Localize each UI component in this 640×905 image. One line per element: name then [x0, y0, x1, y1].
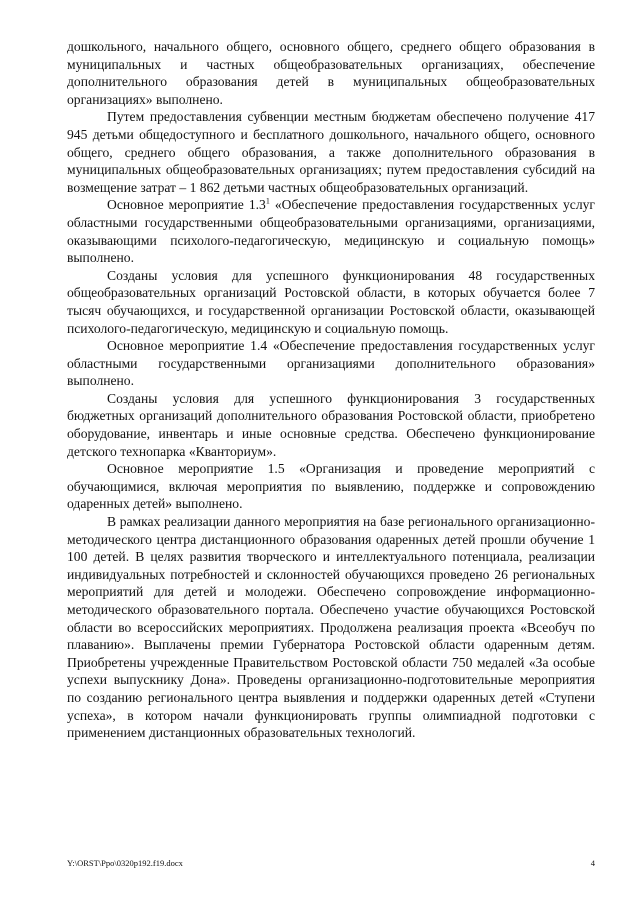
- paragraph: Путем предоставления субвенции местным бюджетам обеспечено получение 417 945 детьми общедоступного и бесплатного дошкольного, начального общего, основного общего, среднего общего образования, а также дополнительного образования в муниципальных общеобразовательных организациях; путем предоставления субсидий на возмещение затрат – 1 862 детьми частных общеобразовательных организаций.: [67, 109, 595, 195]
- paragraph: Основное мероприятие 1.4 «Обеспечение предоставления государственных услуг областными государственными организациями дополнительного образования» выполнено.: [67, 338, 595, 389]
- paragraph: Созданы условия для успешного функционирования 3 государственных бюджетных организаций дополнительного образования Ростовской области, приобретено оборудование, инвентарь и иные основные средства. Обеспечено функционирование детского технопарка «Кванториум».: [67, 390, 595, 459]
- paragraph: В рамках реализации данного мероприятия на базе регионального организационно-методического центра дистанционного образования одаренных детей прошли обучение 1 100 детей. В целях развития творческого и интеллектуального потенциала, реализации индивидуальных потребностей и склонностей обучающихся проведено 26 региональных мероприятий для детей и молодежи. Обеспечено сопровождение информационно-методического образовательного портала. Обеспечено участие обучающихся Ростовской области во всероссийских мероприятиях. Продолжена реализация проекта «Всеобуч по плаванию». Выплачены премии Губернатора Ростовской области одаренным детям. Приобретены учрежденные Правительством Ростовской области 750 медалей «За особые успехи выпускнику Дона». Проведены организационно-подготовительные мероприятия по созданию регионального центра выявления и поддержки одаренных детей «Ступени успеха», в котором начали функционировать группы олимпиадной подготовки с применением дистанционных образовательных технологий.: [67, 514, 595, 741]
- paragraph: Созданы условия для успешного функционирования 48 государственных общеобразовательных организаций Ростовской области, в которых обучается более 7 тысяч обучающихся, и государственной организации Ростовской области, оказывающей психолого-педагогическую, медицинскую и социальную помощь.: [67, 267, 595, 336]
- footnote-mark: 1: [265, 196, 270, 206]
- paragraph: Основное мероприятие 1.5 «Организация и проведение мероприятий с обучающимися, включая мероприятия по выявлению, поддержке и сопровождению одаренных детей» выполнено.: [67, 461, 595, 512]
- page-footer: [67, 858, 595, 868]
- paragraph: дошкольного, начального общего, основного общего, среднего общего образования в муниципальных и частных общеобразовательных организациях, обеспечение дополнительного образования детей в муниципальных общеобразовательных организациях» выполнено.: [67, 39, 595, 107]
- paragraph-measure-1-3: [67, 196, 595, 266]
- page-number: 4: [590, 858, 595, 868]
- file-path: Y:\ORST\Ppo\0320p192.f19.docx: [67, 858, 183, 868]
- document-body: [67, 38, 595, 742]
- measure-text: «Обеспечение предоставления государственных услуг областными государственными общеобразовательными организациями, организациями, оказывающими психолого-педагогическую, медицинскую и социальную помощь» выполнено.: [67, 197, 595, 266]
- measure-title: Основное мероприятие 1.3: [107, 197, 266, 213]
